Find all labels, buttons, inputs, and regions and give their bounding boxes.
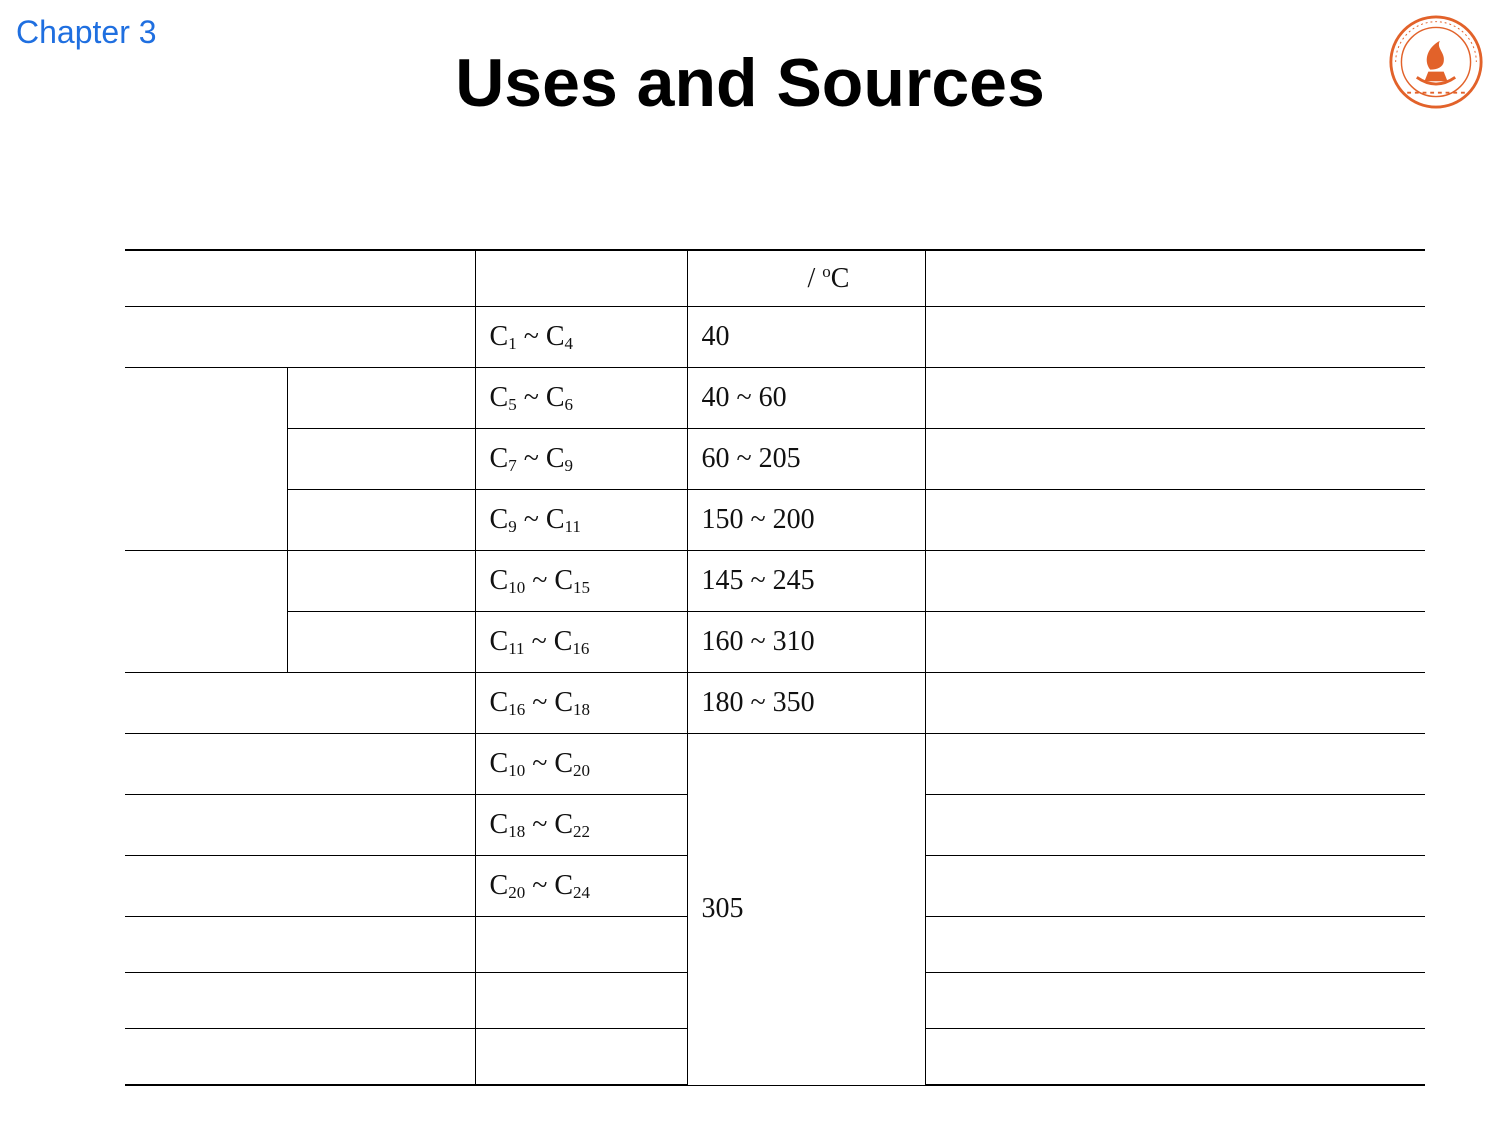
fraction-cell	[125, 734, 475, 795]
carbon-cell	[475, 917, 687, 973]
carbon-cell: $C_{10}$ ~ $C_{20}$	[475, 734, 687, 795]
use-cell	[925, 551, 1425, 612]
carbon-cell: $C_9$ ~ $C_{11}$	[475, 490, 687, 551]
use-cell	[925, 368, 1425, 429]
subfraction-cell	[287, 429, 475, 490]
carbon-cell	[475, 973, 687, 1029]
carbon-cell: $C_5$ ~ $C_6$	[475, 368, 687, 429]
fraction-group-cell	[125, 551, 287, 673]
use-cell	[925, 917, 1425, 973]
fraction-table	[125, 249, 1425, 1086]
unit-prefix: /	[807, 262, 823, 294]
subfraction-cell	[287, 551, 475, 612]
use-cell	[925, 673, 1425, 734]
carbon-cell: $C_7$ ~ $C_9$	[475, 429, 687, 490]
header-cell-boiling	[687, 250, 925, 307]
fraction-cell	[125, 795, 475, 856]
fraction-cell	[125, 1029, 475, 1086]
use-cell	[925, 612, 1425, 673]
chapter-label: Chapter 3	[16, 14, 157, 50]
carbon-cell: $C_{20}$ ~ $C_{24}$	[475, 856, 687, 917]
unit-main: C	[830, 262, 850, 294]
use-cell	[925, 734, 1425, 795]
carbon-cell: $C_{18}$ ~ $C_{22}$	[475, 795, 687, 856]
table-row	[125, 734, 1425, 795]
table-row	[125, 368, 1425, 429]
carbon-cell: $C_1$ ~ $C_4$	[475, 307, 687, 368]
table-row	[125, 612, 1425, 673]
use-cell	[925, 307, 1425, 368]
boiling-cell: 180 ~ 350	[687, 673, 925, 734]
table-row	[125, 490, 1425, 551]
fraction-cell	[125, 307, 475, 368]
use-cell	[925, 490, 1425, 551]
boiling-cell: 150 ~ 200	[687, 490, 925, 551]
fraction-cell	[125, 673, 475, 734]
carbon-cell: $C_{16}$ ~ $C_{18}$	[475, 673, 687, 734]
carbon-cell	[475, 1029, 687, 1086]
boiling-cell: 60 ~ 205	[687, 429, 925, 490]
university-logo-icon	[1388, 14, 1484, 110]
use-cell	[925, 795, 1425, 856]
fraction-cell	[125, 856, 475, 917]
boiling-cell: 160 ~ 310	[687, 612, 925, 673]
header-cell-fraction	[125, 250, 475, 307]
use-cell	[925, 1029, 1425, 1086]
boiling-cell-merged: 305	[687, 734, 925, 1086]
carbon-cell: $C_{10}$ ~ $C_{15}$	[475, 551, 687, 612]
subfraction-cell	[287, 368, 475, 429]
fraction-cell	[125, 917, 475, 973]
boiling-cell: 40 ~ 60	[687, 368, 925, 429]
table-row	[125, 307, 1425, 368]
header-cell-use	[925, 250, 1425, 307]
table-header-row	[125, 250, 1425, 307]
fraction-cell	[125, 973, 475, 1029]
table-row	[125, 673, 1425, 734]
boiling-cell: 40	[687, 307, 925, 368]
subfraction-cell	[287, 612, 475, 673]
table-row	[125, 551, 1425, 612]
unit-sup: o	[822, 261, 831, 281]
use-cell	[925, 973, 1425, 1029]
fraction-group-cell	[125, 368, 287, 551]
subfraction-cell	[287, 490, 475, 551]
carbon-cell: $C_{11}$ ~ $C_{16}$	[475, 612, 687, 673]
use-cell	[925, 856, 1425, 917]
use-cell	[925, 429, 1425, 490]
table-row	[125, 429, 1425, 490]
boiling-cell: 145 ~ 245	[687, 551, 925, 612]
header-cell-carbon	[475, 250, 687, 307]
page-title: Uses and Sources	[455, 45, 1045, 121]
